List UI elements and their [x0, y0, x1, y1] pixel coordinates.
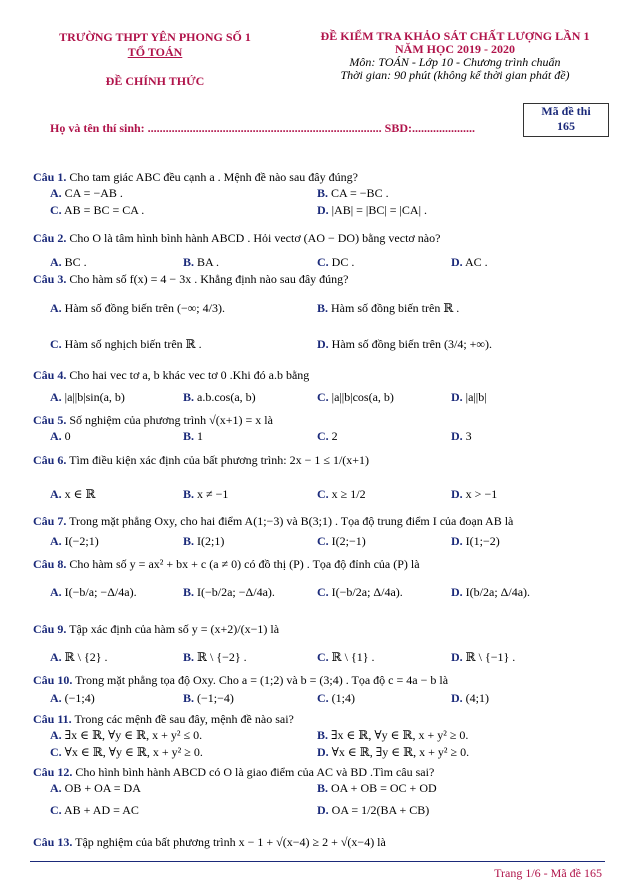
time-line: Thời gian: 90 phút (không kể thời gian phát đề) — [340, 68, 570, 82]
option-letter: D. — [451, 585, 463, 599]
answer-option-c[interactable] — [317, 585, 403, 599]
option-text: x ≠ −1 — [194, 487, 229, 501]
option-text: AB = BC = CA . — [61, 203, 145, 217]
option-letter: B. — [183, 390, 195, 404]
answer-option-d[interactable] — [317, 203, 427, 217]
question-number: Câu 5. — [33, 413, 67, 427]
option-text: I(−b/2a; −Δ/4a). — [194, 585, 275, 599]
answer-option-b[interactable] — [317, 301, 459, 315]
option-text: Hàm số đồng biến trên (3/4; +∞). — [328, 337, 492, 351]
option-letter: D. — [317, 203, 329, 217]
question-6 — [33, 453, 369, 467]
answer-option-a[interactable] — [50, 186, 123, 200]
answer-option-c[interactable] — [50, 337, 202, 351]
exam-title: ĐỀ KIỂM TRA KHẢO SÁT CHẤT LƯỢNG LẦN 1 — [320, 29, 590, 43]
answer-option-d[interactable] — [451, 650, 515, 664]
answer-option-b[interactable] — [183, 691, 234, 705]
option-letter: B. — [183, 650, 195, 664]
option-text: OB + OA = DA — [61, 781, 141, 795]
exam-code-value: 165 — [557, 119, 575, 133]
answer-option-a[interactable] — [50, 255, 87, 269]
question-text: Cho O là tâm hình bình hành ABCD . Hỏi vectơ (AO − DO) bằng vectơ nào? — [66, 231, 441, 245]
answer-option-a[interactable] — [50, 390, 125, 404]
option-text: x > −1 — [462, 487, 498, 501]
question-number: Câu 3. — [33, 272, 67, 286]
question-9 — [33, 622, 279, 636]
official-label: ĐỀ CHÍNH THỨC — [105, 74, 205, 88]
answer-option-d[interactable] — [451, 255, 488, 269]
question-number: Câu 7. — [33, 514, 67, 528]
answer-option-d[interactable] — [317, 803, 429, 817]
option-letter: C. — [317, 650, 329, 664]
option-text: I(−2;1) — [61, 534, 99, 548]
option-text: (1;4) — [328, 691, 355, 705]
option-text: ℝ \ {−1} . — [462, 650, 516, 664]
answer-option-a[interactable] — [50, 429, 71, 443]
option-text: BA . — [194, 255, 220, 269]
exam-code-label: Mã đề thi — [541, 104, 591, 118]
option-letter: B. — [183, 487, 195, 501]
school-year: NĂM HỌC 2019 - 2020 — [395, 42, 515, 56]
question-text: Cho tam giác ABC đều cạnh a . Mệnh đề nào sau đây đúng? — [66, 170, 358, 184]
option-letter: C. — [50, 337, 62, 351]
option-text: |a||b| — [462, 390, 487, 404]
question-number: Câu 2. — [33, 231, 67, 245]
option-letter: C. — [50, 803, 62, 817]
option-text: ∀x ∈ ℝ, ∀y ∈ ℝ, x + y² ≥ 0. — [61, 745, 203, 759]
answer-option-d[interactable] — [451, 390, 487, 404]
question-4 — [33, 368, 309, 382]
option-text: ℝ \ {2} . — [61, 650, 108, 664]
answer-option-c[interactable] — [50, 203, 144, 217]
option-letter: A. — [50, 691, 62, 705]
option-text: 0 — [61, 429, 71, 443]
question-7 — [33, 514, 513, 528]
answer-option-d[interactable] — [317, 337, 492, 351]
option-text: Hàm số đồng biến trên (−∞; 4/3). — [61, 301, 225, 315]
option-letter: C. — [317, 691, 329, 705]
option-letter: A. — [50, 728, 62, 742]
answer-option-d[interactable] — [451, 691, 489, 705]
option-letter: A. — [50, 255, 62, 269]
exam-header — [300, 30, 610, 82]
answer-option-d[interactable] — [451, 585, 530, 599]
option-letter: D. — [451, 487, 463, 501]
option-letter: D. — [451, 650, 463, 664]
option-letter: B. — [183, 429, 195, 443]
option-text: BC . — [61, 255, 87, 269]
option-letter: D. — [451, 255, 463, 269]
option-text: (−1;−4) — [194, 691, 234, 705]
school-header — [40, 30, 270, 89]
question-text: Tập xác định của hàm số y = (x+2)/(x−1) là — [66, 622, 280, 636]
option-letter: B. — [183, 585, 195, 599]
question-text: Trong mặt phẳng tọa độ Oxy. Cho a = (1;2) và b = (3;4) . Tọa độ c = 4a − b là — [72, 673, 449, 687]
question-text: Cho hình bình hành ABCD có O là giao điểm của AC và BD .Tìm câu sai? — [72, 765, 435, 779]
answer-option-a[interactable] — [50, 781, 141, 795]
option-text: ℝ \ {−2} . — [194, 650, 247, 664]
question-text: Tìm điều kiện xác định của bất phương trình: 2x − 1 ≤ 1/(x+1) — [66, 453, 370, 467]
answer-option-d[interactable] — [451, 429, 472, 443]
option-letter: B. — [317, 728, 329, 742]
option-letter: A. — [50, 650, 62, 664]
question-10 — [33, 673, 448, 687]
answer-option-c[interactable] — [317, 487, 366, 501]
question-1 — [33, 170, 358, 184]
option-text: x ∈ ℝ — [61, 487, 96, 501]
answer-option-b[interactable] — [317, 781, 437, 795]
department-name: TỔ TOÁN — [127, 45, 183, 59]
question-8 — [33, 557, 420, 571]
option-text: AB + AD = AC — [61, 803, 139, 817]
option-text: (4;1) — [462, 691, 489, 705]
question-number: Câu 8. — [33, 557, 67, 571]
page-footer: Trang 1/6 - Mã đề 165 — [494, 866, 602, 880]
option-letter: B. — [183, 255, 195, 269]
option-letter: C. — [317, 390, 329, 404]
option-letter: D. — [317, 745, 329, 759]
answer-option-b[interactable] — [183, 650, 247, 664]
question-text: Trong mặt phẳng Oxy, cho hai điểm A(1;−3) và B(3;1) . Tọa độ trung điểm I của đoạn AB là — [66, 514, 514, 528]
question-3 — [33, 272, 349, 286]
question-2 — [33, 231, 440, 245]
option-letter: A. — [50, 186, 62, 200]
answer-option-a[interactable] — [50, 301, 225, 315]
option-letter: C. — [317, 585, 329, 599]
option-letter: C. — [50, 745, 62, 759]
question-number: Câu 6. — [33, 453, 67, 467]
answer-option-b[interactable] — [183, 255, 219, 269]
option-text: |a||b|cos(a, b) — [328, 390, 394, 404]
question-number: Câu 4. — [33, 368, 67, 382]
option-text: 2 — [328, 429, 338, 443]
answer-option-c[interactable] — [317, 255, 354, 269]
option-letter: A. — [50, 781, 62, 795]
answer-option-a[interactable] — [50, 585, 137, 599]
answer-option-b[interactable] — [183, 534, 224, 548]
option-text: I(2;1) — [194, 534, 225, 548]
answer-option-b[interactable] — [183, 429, 203, 443]
option-text: (−1;4) — [61, 691, 95, 705]
option-text: CA = −AB . — [61, 186, 123, 200]
answer-option-c[interactable] — [50, 803, 139, 817]
answer-option-c[interactable] — [317, 390, 394, 404]
answer-option-a[interactable] — [50, 534, 99, 548]
student-info-line: Họ và tên thí sinh: .............................................................................. SBD:..................... — [50, 121, 476, 135]
option-letter: D. — [317, 337, 329, 351]
question-number: Câu 12. — [33, 765, 73, 779]
answer-option-d[interactable] — [451, 487, 497, 501]
question-number: Câu 9. — [33, 622, 67, 636]
answer-option-d[interactable] — [451, 534, 500, 548]
option-letter: D. — [317, 803, 329, 817]
answer-option-a[interactable] — [50, 728, 202, 742]
question-13 — [33, 835, 386, 849]
option-text: I(2;−1) — [328, 534, 366, 548]
option-text: 3 — [462, 429, 472, 443]
option-text: 1 — [194, 429, 204, 443]
question-text: Tập nghiệm của bất phương trình x − 1 + √(x−4) ≥ 2 + √(x−4) là — [72, 835, 386, 849]
option-text: ∃x ∈ ℝ, ∀y ∈ ℝ, x + y² ≤ 0. — [61, 728, 203, 742]
option-text: I(−b/a; −Δ/4a). — [61, 585, 137, 599]
option-text: I(−b/2a; Δ/4a). — [328, 585, 403, 599]
option-text: DC . — [328, 255, 355, 269]
answer-option-b[interactable] — [183, 585, 275, 599]
answer-option-c[interactable] — [50, 745, 203, 759]
footer-rule — [30, 861, 605, 862]
subject-line: Môn: TOÁN - Lớp 10 - Chương trình chuẩn — [349, 55, 561, 69]
answer-option-b[interactable] — [317, 186, 389, 200]
option-text: OA = 1/2(BA + CB) — [328, 803, 430, 817]
answer-option-a[interactable] — [50, 650, 108, 664]
option-letter: A. — [50, 534, 62, 548]
answer-option-b[interactable] — [183, 390, 256, 404]
option-letter: B. — [183, 691, 195, 705]
question-number: Câu 10. — [33, 673, 73, 687]
question-number: Câu 11. — [33, 712, 72, 726]
option-text: a.b.cos(a, b) — [194, 390, 256, 404]
option-text: Hàm số đồng biến trên ℝ . — [328, 301, 460, 315]
option-text: ℝ \ {1} . — [328, 650, 375, 664]
question-11 — [33, 712, 294, 726]
option-text: ∀x ∈ ℝ, ∃y ∈ ℝ, x + y² ≥ 0. — [328, 745, 470, 759]
option-letter: D. — [451, 429, 463, 443]
question-5 — [33, 413, 273, 427]
option-letter: B. — [183, 534, 195, 548]
question-text: Số nghiệm của phương trình √(x+1) = x là — [66, 413, 273, 427]
question-number: Câu 1. — [33, 170, 67, 184]
answer-option-b[interactable] — [183, 487, 228, 501]
option-letter: B. — [317, 186, 329, 200]
option-letter: D. — [451, 691, 463, 705]
option-letter: A. — [50, 429, 62, 443]
option-letter: A. — [50, 301, 62, 315]
question-number: Câu 13. — [33, 835, 73, 849]
option-letter: C. — [317, 487, 329, 501]
option-letter: C. — [317, 534, 329, 548]
option-text: x ≥ 1/2 — [328, 487, 366, 501]
question-text: Trong các mệnh đề sau đây, mệnh đề nào sai? — [71, 712, 294, 726]
option-text: ∃x ∈ ℝ, ∀y ∈ ℝ, x + y² ≥ 0. — [328, 728, 469, 742]
answer-option-a[interactable] — [50, 487, 96, 501]
option-text: I(b/2a; Δ/4a). — [462, 585, 531, 599]
answer-option-b[interactable] — [317, 728, 468, 742]
option-text: |a||b|sin(a, b) — [61, 390, 125, 404]
option-letter: D. — [451, 390, 463, 404]
option-text: CA = −BC . — [328, 186, 389, 200]
option-letter: C. — [50, 203, 62, 217]
option-letter: C. — [317, 255, 329, 269]
question-text: Cho hai vec tơ a, b khác vec tơ 0 .Khi đó a.b bằng — [66, 368, 310, 382]
answer-option-c[interactable] — [317, 650, 375, 664]
exam-code-box — [523, 103, 609, 137]
option-text: |AB| = |BC| = |CA| . — [328, 203, 427, 217]
option-letter: A. — [50, 487, 62, 501]
option-letter: B. — [317, 781, 329, 795]
option-text: Hàm số nghịch biến trên ℝ . — [61, 337, 202, 351]
answer-option-d[interactable] — [317, 745, 469, 759]
question-text: Cho hàm số f(x) = 4 − 3x . Khẳng định nào sau đây đúng? — [66, 272, 349, 286]
option-letter: A. — [50, 390, 62, 404]
option-letter: C. — [317, 429, 329, 443]
option-letter: D. — [451, 534, 463, 548]
question-text: Cho hàm số y = ax² + bx + c (a ≠ 0) có đồ thị (P) . Tọa độ đỉnh của (P) là — [66, 557, 420, 571]
question-12 — [33, 765, 434, 779]
option-letter: A. — [50, 585, 62, 599]
answer-option-a[interactable] — [50, 691, 95, 705]
answer-option-c[interactable] — [317, 691, 355, 705]
option-text: OA + OB = OC + OD — [328, 781, 437, 795]
option-letter: B. — [317, 301, 329, 315]
answer-option-c[interactable] — [317, 429, 338, 443]
option-text: AC . — [462, 255, 488, 269]
school-name: TRƯỜNG THPT YÊN PHONG SỐ 1 — [59, 30, 251, 44]
option-text: I(1;−2) — [462, 534, 500, 548]
answer-option-c[interactable] — [317, 534, 366, 548]
